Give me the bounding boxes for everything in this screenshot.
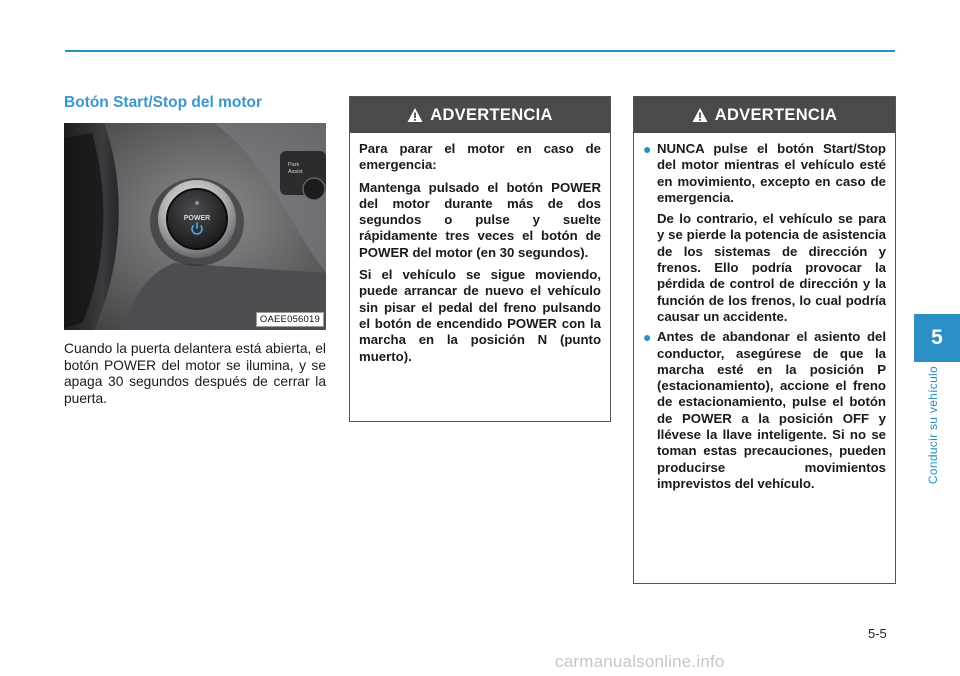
warning-header [634,97,895,133]
warning-title: ADVERTENCIA [430,105,553,124]
side-button-label-1: Park [288,162,300,168]
warning-body [350,133,610,375]
warning-bullet [643,329,886,492]
power-label-on-button: POWER [183,215,211,222]
warning-paragraph: NUNCA pulse el botón Start/Stop del motor mientras el vehículo esté en movimiento, excepto en caso de emergencia. [657,141,886,205]
bullet-dot-icon: ● [643,141,652,157]
chapter-number: 5 [931,326,943,349]
warning-box-left [349,96,611,422]
power-button-photo [64,123,326,330]
section-title: Botón Start/Stop del motor [64,94,263,111]
power-button-illustration [64,123,326,330]
warning-box-right [633,96,896,584]
warning-paragraph: Mantenga pulsado el botón POWER del motor durante más de dos segundos o pulse y suelte rápidamente tres veces el botón de POWER del motor (en 30 segundos). [359,179,601,260]
chapter-name [924,366,942,506]
warning-paragraph: Antes de abandonar el asiento del conductor, asegúrese de que la marcha esté en la posición P (estacionamiento), accione el freno de estacionamiento, pulse el botón de POWER a la posición OFF y llévese la llave inteligente. Si no se toman estas precauciones, pueden producirse movimientos imprevistos del vehículo. [657,329,886,491]
warning-paragraph: Si el vehículo se sigue moviendo, puede arrancar de nuevo el vehículo sin pisar el pedal del freno pulsando el botón de encendido POWER con la marcha en la posición N (punto muerto). [359,267,601,364]
photo-code: OAEE056019 [256,312,324,327]
top-rule [65,50,895,52]
bullet-dot-icon: ● [643,329,652,346]
warning-paragraph: Para parar el motor en caso de emergencia: [359,141,601,173]
warning-icon [407,107,423,123]
page-number: 5-5 [868,626,887,641]
chapter-tab [914,314,960,362]
warning-body [634,133,895,502]
warning-header [350,97,610,133]
side-button-label-2: Assist [288,169,303,175]
warning-paragraph: De lo contrario, el vehículo se para y se pierde la potencia de asistencia de los sistemas de dirección y frenos. Ello podría provocar la pérdida de control de dirección y la función de los frenos, lo cual podría causar un accidente. [657,211,886,324]
warning-title: ADVERTENCIA [714,105,838,124]
warning-bullet [643,141,886,325]
body-text: Cuando la puerta delantera está abierta, el botón POWER del motor se ilumina, y se apaga 30 segundos después de cerrar la puerta. [64,341,326,406]
chapter-name-text: Conducir su vehículo [926,366,940,485]
watermark: carmanualsonline.info [555,652,725,671]
warning-icon [692,107,708,123]
